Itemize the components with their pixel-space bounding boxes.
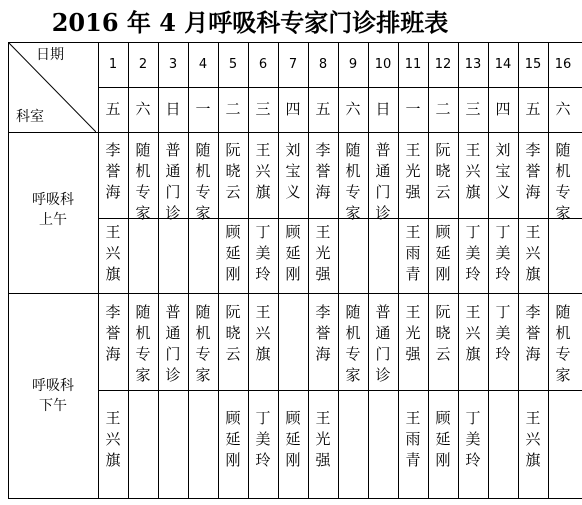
dept-morning-session: 上午 [39,212,67,228]
weekday-cell: 三 [465,100,481,118]
weekday-cell: 五 [105,100,121,118]
date-cell: 10 [374,57,392,72]
doctor-cell: 丁 美 玲 [255,409,271,469]
doctor-cell: 王 兴 旗 [525,223,541,283]
doctor-cell: 丁 美 玲 [465,409,481,469]
weekday-cell: 三 [255,100,271,118]
doctor-cell: 王 兴 旗 [465,303,481,363]
doctor-cell: 随 机 专 家 [135,141,151,222]
date-cell: 9 [348,57,358,72]
doctor-cell: 顾 延 刚 [225,409,241,469]
doctor-cell: 顾 延 刚 [285,223,301,283]
date-cell: 13 [464,57,482,72]
weekday-cell: 四 [285,100,301,118]
dept-afternoon-name: 呼吸科 [32,378,74,394]
date-cell: 7 [288,57,298,72]
doctor-cell: 李 誉 海 [105,141,121,201]
date-cell: 4 [198,57,208,72]
grid-row-line [8,132,582,133]
doctor-cell: 随 机 专 家 [555,303,571,384]
doctor-cell: 丁 美 玲 [465,223,481,283]
doctor-cell: 随 机 专 家 [195,141,211,222]
grid-col-line [8,42,9,498]
doctor-cell: 王 兴 旗 [255,303,271,363]
grid-row-line [8,498,582,499]
dept-afternoon [8,376,98,416]
doctor-cell: 李 誉 海 [315,141,331,201]
doctor-cell: 李 誉 海 [315,303,331,363]
doctor-cell: 阮 晓 云 [225,303,241,363]
date-cell: 16 [554,57,572,72]
weekday-cell: 六 [345,100,361,118]
doctor-cell: 随 机 专 家 [345,141,361,222]
doctor-cell: 王 雨 青 [405,223,421,283]
doctor-cell: 王 光 强 [315,409,331,469]
doctor-cell: 王 光 强 [315,223,331,283]
dept-header-label: 科室 [16,109,44,125]
weekday-cell: 日 [165,100,181,118]
weekday-cell: 六 [555,100,571,118]
date-cell: 12 [434,57,452,72]
doctor-cell: 随 机 专 家 [555,141,571,222]
doctor-cell: 刘 宝 义 [495,141,511,201]
date-cell: 8 [318,57,328,72]
doctor-cell: 王 兴 旗 [465,141,481,201]
doctor-cell: 王 雨 青 [405,409,421,469]
doctor-cell: 顾 延 刚 [435,223,451,283]
grid-row-line [98,390,582,391]
weekday-cell: 六 [135,100,151,118]
doctor-cell: 王 兴 旗 [255,141,271,201]
doctor-cell: 王 兴 旗 [105,223,121,283]
weekday-cell: 二 [225,100,241,118]
weekday-cell: 二 [435,100,451,118]
doctor-cell: 顾 延 刚 [435,409,451,469]
weekday-cell: 日 [375,100,391,118]
weekday-cell: 一 [405,100,421,118]
doctor-cell: 丁 美 玲 [255,223,271,283]
doctor-cell: 丁 美 玲 [495,223,511,283]
doctor-cell: 阮 晓 云 [435,303,451,363]
date-header-label: 日期 [36,47,64,63]
dept-morning-name: 呼吸科 [32,192,74,208]
dept-afternoon-session: 下午 [39,398,67,414]
weekday-cell: 一 [195,100,211,118]
doctor-cell: 阮 晓 云 [435,141,451,201]
doctor-cell: 普 通 门 诊 [375,141,391,222]
date-cell: 3 [168,57,178,72]
doctor-cell: 丁 美 玲 [495,303,511,363]
date-cell: 6 [258,57,268,72]
doctor-cell: 刘 宝 义 [285,141,301,201]
doctor-cell: 李 誉 海 [525,303,541,363]
grid-row-line [98,87,582,88]
date-cell: 14 [494,57,512,72]
doctor-cell: 随 机 专 家 [345,303,361,384]
doctor-cell: 普 通 门 诊 [375,303,391,384]
weekday-cell: 四 [495,100,511,118]
weekday-cell: 五 [525,100,541,118]
doctor-cell: 王 兴 旗 [105,409,121,469]
date-cell: 11 [404,57,422,72]
doctor-cell: 李 誉 海 [105,303,121,363]
date-cell: 15 [524,57,542,72]
page-title: 2016 年 4 月呼吸科专家门诊排班表 [51,8,449,37]
doctor-cell: 顾 延 刚 [285,409,301,469]
doctor-cell: 王 光 强 [405,141,421,201]
doctor-cell: 普 通 门 诊 [165,303,181,384]
doctor-cell: 顾 延 刚 [225,223,241,283]
weekday-cell: 五 [315,100,331,118]
doctor-cell: 阮 晓 云 [225,141,241,201]
date-cell: 5 [228,57,238,72]
doctor-cell: 随 机 专 家 [135,303,151,384]
date-cell: 2 [138,57,148,72]
doctor-cell: 李 誉 海 [525,141,541,201]
grid-row-line [8,293,582,294]
date-cell: 1 [108,57,118,72]
grid-row-line [8,42,582,43]
doctor-cell: 王 光 强 [405,303,421,363]
dept-morning [8,190,98,230]
doctor-cell: 普 通 门 诊 [165,141,181,222]
doctor-cell: 随 机 专 家 [195,303,211,384]
doctor-cell: 王 兴 旗 [525,409,541,469]
